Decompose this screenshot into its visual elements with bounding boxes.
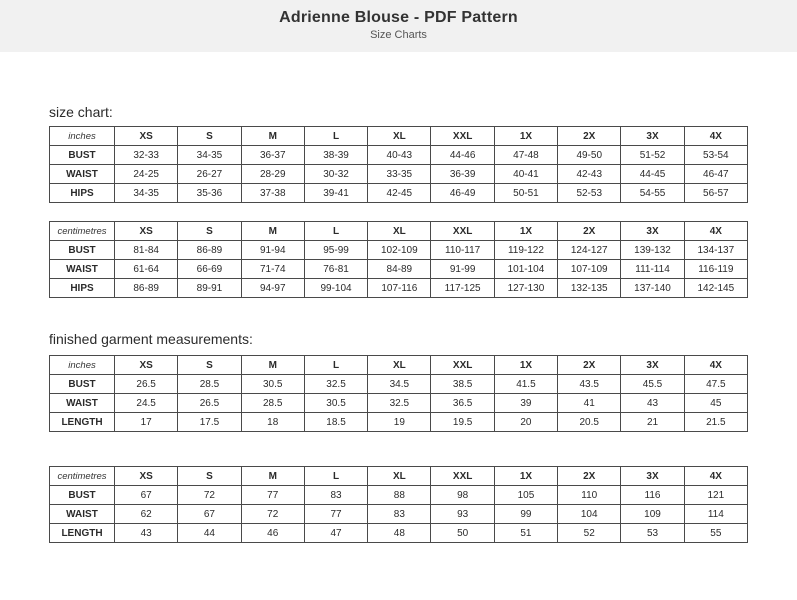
measurement-cell: 67 — [115, 486, 178, 505]
measurement-cell: 99-104 — [304, 279, 367, 298]
row-label: WAIST — [50, 260, 115, 279]
measurement-cell: 116 — [621, 486, 684, 505]
measurement-cell: 43 — [115, 524, 178, 543]
table-header-row — [50, 356, 748, 375]
measurement-cell: 61-64 — [115, 260, 178, 279]
measurement-cell: 24-25 — [115, 165, 178, 184]
measurement-cell: 20.5 — [558, 413, 621, 432]
table-row-bust — [50, 146, 748, 165]
size-header-xs: XS — [115, 222, 178, 241]
unit-label: centimetres — [50, 222, 115, 241]
measurement-cell: 95-99 — [304, 241, 367, 260]
measurement-cell: 34-35 — [115, 184, 178, 203]
measurement-cell: 56-57 — [684, 184, 747, 203]
measurement-cell: 41 — [558, 394, 621, 413]
measurement-cell: 53 — [621, 524, 684, 543]
measurement-cell: 28.5 — [178, 375, 241, 394]
measurement-cell: 21.5 — [684, 413, 747, 432]
page-subtitle: Size Charts — [370, 29, 427, 41]
size-header-m: M — [241, 127, 304, 146]
measurement-cell: 114 — [684, 505, 747, 524]
measurement-cell: 81-84 — [115, 241, 178, 260]
measurement-cell: 121 — [684, 486, 747, 505]
table-header-row — [50, 222, 748, 241]
size-header-xl: XL — [368, 467, 431, 486]
measurement-cell: 107-116 — [368, 279, 431, 298]
measurement-cell: 91-94 — [241, 241, 304, 260]
measurement-cell: 71-74 — [241, 260, 304, 279]
table-header-row — [50, 467, 748, 486]
size-header-3x: 3X — [621, 127, 684, 146]
measurement-cell: 47.5 — [684, 375, 747, 394]
row-label: BUST — [50, 241, 115, 260]
size-header-xl: XL — [368, 127, 431, 146]
size-header-1x: 1X — [494, 467, 557, 486]
size-chart-centimetres-table — [49, 221, 748, 298]
measurement-cell: 124-127 — [558, 241, 621, 260]
measurement-cell: 19 — [368, 413, 431, 432]
measurement-cell: 43 — [621, 394, 684, 413]
measurement-cell: 44-46 — [431, 146, 494, 165]
measurement-cell: 67 — [178, 505, 241, 524]
size-header-xxl: XXL — [431, 127, 494, 146]
size-header-xs: XS — [115, 356, 178, 375]
measurement-cell: 24.5 — [115, 394, 178, 413]
row-label: BUST — [50, 375, 115, 394]
measurement-cell: 77 — [304, 505, 367, 524]
measurement-cell: 134-137 — [684, 241, 747, 260]
measurement-cell: 53-54 — [684, 146, 747, 165]
measurement-cell: 50 — [431, 524, 494, 543]
measurement-cell: 94-97 — [241, 279, 304, 298]
size-header-2x: 2X — [558, 467, 621, 486]
measurement-cell: 91-99 — [431, 260, 494, 279]
row-label: WAIST — [50, 394, 115, 413]
size-header-1x: 1X — [494, 356, 557, 375]
measurement-cell: 110-117 — [431, 241, 494, 260]
measurement-cell: 84-89 — [368, 260, 431, 279]
measurement-cell: 40-43 — [368, 146, 431, 165]
measurement-cell: 52-53 — [558, 184, 621, 203]
size-header-xxl: XXL — [431, 222, 494, 241]
size-header-4x: 4X — [684, 467, 747, 486]
measurement-cell: 30.5 — [304, 394, 367, 413]
measurement-cell: 42-45 — [368, 184, 431, 203]
measurement-cell: 47 — [304, 524, 367, 543]
size-header-xl: XL — [368, 222, 431, 241]
measurement-cell: 139-132 — [621, 241, 684, 260]
measurement-cell: 32.5 — [368, 394, 431, 413]
measurement-cell: 36-37 — [241, 146, 304, 165]
size-header-m: M — [241, 356, 304, 375]
measurement-cell: 116-119 — [684, 260, 747, 279]
measurement-cell: 62 — [115, 505, 178, 524]
measurement-cell: 77 — [241, 486, 304, 505]
size-header-1x: 1X — [494, 222, 557, 241]
measurement-cell: 32-33 — [115, 146, 178, 165]
measurement-cell: 45 — [684, 394, 747, 413]
size-header-1x: 1X — [494, 127, 557, 146]
row-label: HIPS — [50, 184, 115, 203]
size-header-3x: 3X — [621, 356, 684, 375]
measurement-cell: 33-35 — [368, 165, 431, 184]
measurement-cell: 37-38 — [241, 184, 304, 203]
measurement-cell: 54-55 — [621, 184, 684, 203]
table-row-bust — [50, 486, 748, 505]
measurement-cell: 43.5 — [558, 375, 621, 394]
row-label: LENGTH — [50, 524, 115, 543]
measurement-cell: 26.5 — [178, 394, 241, 413]
measurement-cell: 34-35 — [178, 146, 241, 165]
table-row-bust — [50, 375, 748, 394]
row-label: LENGTH — [50, 413, 115, 432]
size-header-s: S — [178, 356, 241, 375]
measurement-cell: 102-109 — [368, 241, 431, 260]
measurement-cell: 98 — [431, 486, 494, 505]
table-row-hips — [50, 279, 748, 298]
table-row-waist — [50, 165, 748, 184]
measurement-cell: 38-39 — [304, 146, 367, 165]
measurement-cell: 20 — [494, 413, 557, 432]
finished-garment-heading: finished garment measurements: — [49, 331, 253, 347]
table-row-waist — [50, 505, 748, 524]
table-row-bust — [50, 241, 748, 260]
row-label: HIPS — [50, 279, 115, 298]
table-row-waist — [50, 394, 748, 413]
measurement-cell: 137-140 — [621, 279, 684, 298]
measurement-cell: 26.5 — [115, 375, 178, 394]
table-header-row — [50, 127, 748, 146]
measurement-cell: 39-41 — [304, 184, 367, 203]
size-header-l: L — [304, 127, 367, 146]
finished-garment-centimetres-table — [49, 466, 748, 543]
measurement-cell: 72 — [241, 505, 304, 524]
measurement-cell: 101-104 — [494, 260, 557, 279]
measurement-cell: 41.5 — [494, 375, 557, 394]
measurement-cell: 17 — [115, 413, 178, 432]
measurement-cell: 36-39 — [431, 165, 494, 184]
measurement-cell: 119-122 — [494, 241, 557, 260]
size-chart-inches-table — [49, 126, 748, 203]
measurement-cell: 107-109 — [558, 260, 621, 279]
measurement-cell: 17.5 — [178, 413, 241, 432]
size-header-xs: XS — [115, 127, 178, 146]
measurement-cell: 46-47 — [684, 165, 747, 184]
measurement-cell: 86-89 — [178, 241, 241, 260]
measurement-cell: 32.5 — [304, 375, 367, 394]
row-label: WAIST — [50, 505, 115, 524]
measurement-cell: 38.5 — [431, 375, 494, 394]
table-row-length — [50, 413, 748, 432]
unit-label: centimetres — [50, 467, 115, 486]
measurement-cell: 18 — [241, 413, 304, 432]
measurement-cell: 93 — [431, 505, 494, 524]
measurement-cell: 51 — [494, 524, 557, 543]
size-header-s: S — [178, 127, 241, 146]
measurement-cell: 109 — [621, 505, 684, 524]
size-header-xs: XS — [115, 467, 178, 486]
page-header — [0, 0, 797, 52]
size-header-l: L — [304, 222, 367, 241]
size-header-4x: 4X — [684, 356, 747, 375]
measurement-cell: 34.5 — [368, 375, 431, 394]
measurement-cell: 47-48 — [494, 146, 557, 165]
measurement-cell: 18.5 — [304, 413, 367, 432]
row-label: WAIST — [50, 165, 115, 184]
size-header-3x: 3X — [621, 467, 684, 486]
table-row-length — [50, 524, 748, 543]
size-header-l: L — [304, 467, 367, 486]
measurement-cell: 111-114 — [621, 260, 684, 279]
measurement-cell: 28-29 — [241, 165, 304, 184]
size-header-4x: 4X — [684, 127, 747, 146]
measurement-cell: 127-130 — [494, 279, 557, 298]
measurement-cell: 21 — [621, 413, 684, 432]
measurement-cell: 51-52 — [621, 146, 684, 165]
measurement-cell: 99 — [494, 505, 557, 524]
size-header-3x: 3X — [621, 222, 684, 241]
measurement-cell: 110 — [558, 486, 621, 505]
size-header-xl: XL — [368, 356, 431, 375]
measurement-cell: 26-27 — [178, 165, 241, 184]
measurement-cell: 42-43 — [558, 165, 621, 184]
measurement-cell: 44-45 — [621, 165, 684, 184]
measurement-cell: 36.5 — [431, 394, 494, 413]
row-label: BUST — [50, 146, 115, 165]
size-header-m: M — [241, 222, 304, 241]
measurement-cell: 30-32 — [304, 165, 367, 184]
size-header-2x: 2X — [558, 222, 621, 241]
measurement-cell: 30.5 — [241, 375, 304, 394]
size-header-s: S — [178, 467, 241, 486]
measurement-cell: 19.5 — [431, 413, 494, 432]
row-label: BUST — [50, 486, 115, 505]
measurement-cell: 72 — [178, 486, 241, 505]
measurement-cell: 46-49 — [431, 184, 494, 203]
measurement-cell: 83 — [304, 486, 367, 505]
measurement-cell: 86-89 — [115, 279, 178, 298]
finished-garment-inches-table — [49, 355, 748, 432]
measurement-cell: 76-81 — [304, 260, 367, 279]
measurement-cell: 105 — [494, 486, 557, 505]
measurement-cell: 52 — [558, 524, 621, 543]
measurement-cell: 45.5 — [621, 375, 684, 394]
measurement-cell: 46 — [241, 524, 304, 543]
measurement-cell: 49-50 — [558, 146, 621, 165]
measurement-cell: 28.5 — [241, 394, 304, 413]
size-header-xxl: XXL — [431, 356, 494, 375]
table-row-hips — [50, 184, 748, 203]
measurement-cell: 83 — [368, 505, 431, 524]
size-header-2x: 2X — [558, 356, 621, 375]
size-header-2x: 2X — [558, 127, 621, 146]
size-header-l: L — [304, 356, 367, 375]
measurement-cell: 39 — [494, 394, 557, 413]
size-header-m: M — [241, 467, 304, 486]
measurement-cell: 40-41 — [494, 165, 557, 184]
measurement-cell: 142-145 — [684, 279, 747, 298]
size-header-s: S — [178, 222, 241, 241]
measurement-cell: 117-125 — [431, 279, 494, 298]
table-row-waist — [50, 260, 748, 279]
measurement-cell: 48 — [368, 524, 431, 543]
page-title: Adrienne Blouse - PDF Pattern — [279, 9, 518, 26]
size-header-xxl: XXL — [431, 467, 494, 486]
measurement-cell: 89-91 — [178, 279, 241, 298]
measurement-cell: 44 — [178, 524, 241, 543]
measurement-cell: 50-51 — [494, 184, 557, 203]
size-header-4x: 4X — [684, 222, 747, 241]
measurement-cell: 35-36 — [178, 184, 241, 203]
unit-label: inches — [50, 127, 115, 146]
measurement-cell: 88 — [368, 486, 431, 505]
measurement-cell: 66-69 — [178, 260, 241, 279]
unit-label: inches — [50, 356, 115, 375]
measurement-cell: 104 — [558, 505, 621, 524]
measurement-cell: 132-135 — [558, 279, 621, 298]
measurement-cell: 55 — [684, 524, 747, 543]
size-chart-heading: size chart: — [49, 104, 113, 120]
